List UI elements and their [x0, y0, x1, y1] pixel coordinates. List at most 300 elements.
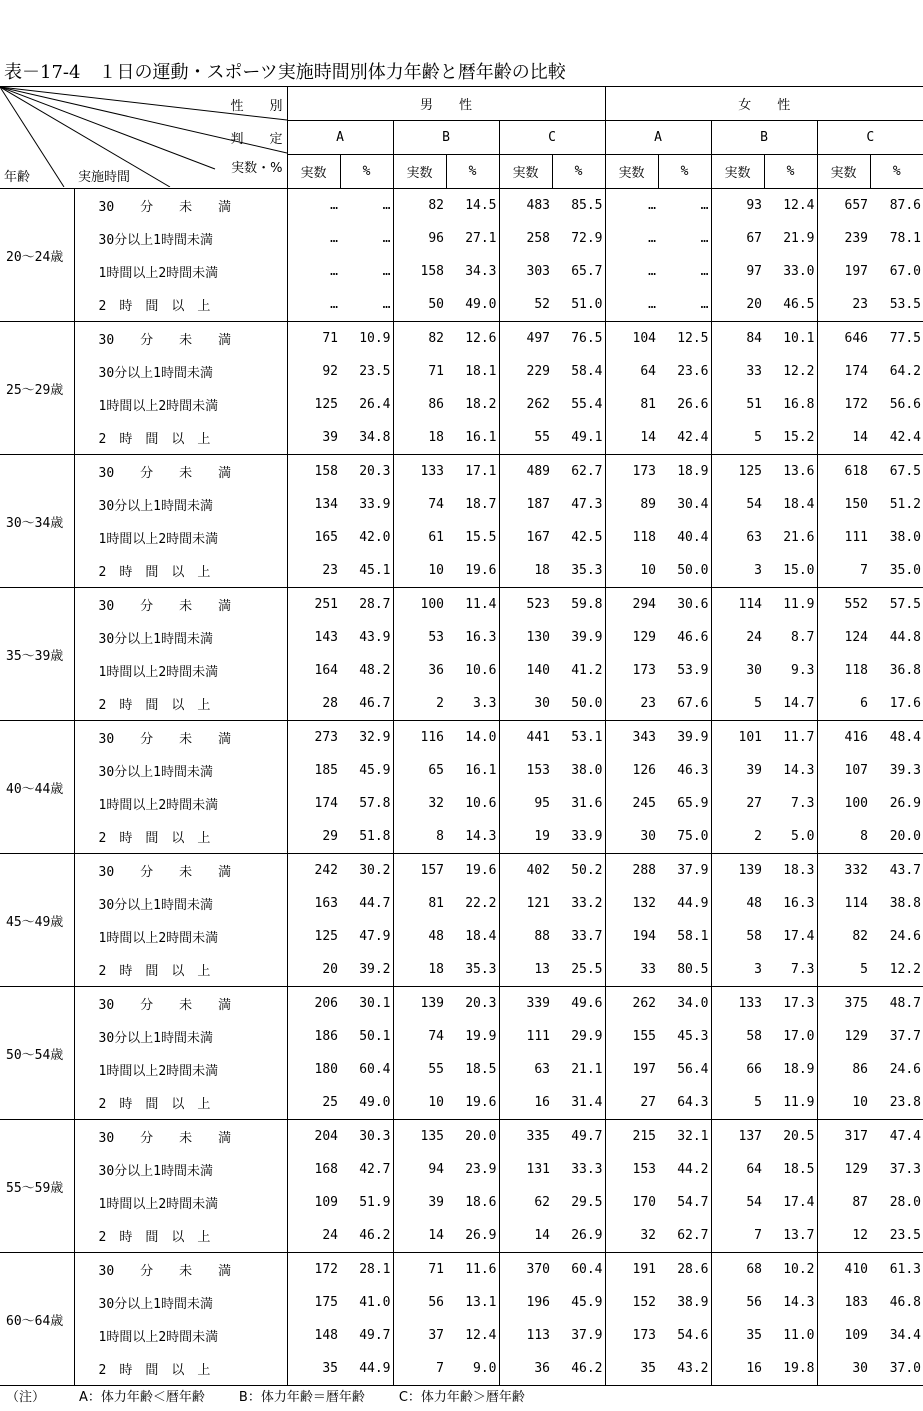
- cell-count: 402: [526, 863, 550, 878]
- cell-count: 86: [428, 397, 444, 412]
- cell-count: 251: [314, 597, 338, 612]
- cell-count: 273: [314, 730, 338, 745]
- cell-count: 174: [844, 364, 868, 379]
- cell-pct: 54.6: [658, 1319, 711, 1352]
- cell-count: 35: [746, 1328, 762, 1343]
- cell-pct: 56.4: [658, 1053, 711, 1086]
- cell-pct: 32.9: [340, 721, 393, 755]
- note-prefix: （注）: [6, 1390, 46, 1405]
- table-row: [0, 721, 923, 755]
- cell-pct: 26.6: [658, 388, 711, 421]
- cell-pct: 60.4: [340, 1053, 393, 1086]
- cell-count: 262: [632, 996, 656, 1011]
- cell-pct: 42.7: [340, 1153, 393, 1186]
- cell-pct: 18.9: [764, 1053, 817, 1086]
- cell-pct: 53.5: [870, 288, 923, 322]
- header-group-1: B: [393, 121, 499, 155]
- cell-pct: 62.7: [658, 1219, 711, 1253]
- cell-count: 483: [526, 198, 550, 213]
- cell-pct: 43.2: [658, 1352, 711, 1386]
- cell-pct: 30.4: [658, 488, 711, 521]
- time-label: 30分以上1時間未満: [74, 1020, 287, 1053]
- cell-pct: 30.6: [658, 588, 711, 622]
- cell-pct: 5.0: [764, 820, 817, 854]
- cell-pct: 31.6: [552, 787, 605, 820]
- cell-count: 8: [393, 820, 446, 854]
- header-pct: %: [340, 155, 393, 189]
- header-jissu-pct: 実数・%: [231, 161, 283, 176]
- cell-pct: 23.5: [870, 1219, 923, 1253]
- cell-count: 497: [526, 331, 550, 346]
- cell-count: 30: [746, 663, 762, 678]
- cell-pct: 17.4: [764, 920, 817, 953]
- cell-pct: 13.6: [764, 455, 817, 489]
- cell-count: 84: [746, 331, 762, 346]
- cell-count: 130: [526, 630, 550, 645]
- cell-count: …: [605, 288, 658, 322]
- table-title: 表－17-4 １日の運動・スポーツ実施時間別体力年齢と暦年齢の比較: [4, 62, 566, 83]
- cell-count: 375: [844, 996, 868, 1011]
- cell-pct: 50.0: [552, 687, 605, 721]
- cell-count: 191: [632, 1262, 656, 1277]
- cell-pct: 49.6: [552, 987, 605, 1021]
- cell-count: 157: [420, 863, 444, 878]
- cell-pct: 23.5: [340, 355, 393, 388]
- cell-count: 187: [526, 497, 550, 512]
- cell-pct: 3.3: [446, 687, 499, 721]
- cell-pct: 20.0: [870, 820, 923, 854]
- cell-pct: 24.6: [889, 929, 921, 944]
- cell-pct: 26.4: [340, 388, 393, 421]
- header-pct: %: [658, 155, 711, 189]
- cell-pct: 14.0: [446, 721, 499, 755]
- table-row: [0, 189, 923, 223]
- cell-pct: 64.3: [658, 1086, 711, 1120]
- header-count: 実数: [499, 155, 552, 189]
- cell-pct: 48.4: [889, 730, 921, 745]
- cell-pct: 34.4: [889, 1328, 921, 1343]
- cell-count: 133: [738, 996, 762, 1011]
- header-count: 実数: [605, 155, 658, 189]
- cell-count: 50: [393, 288, 446, 322]
- cell-count: 343: [632, 730, 656, 745]
- time-label: 2 時 間 以 上: [74, 820, 287, 854]
- time-label: 1時間以上2時間未満: [74, 1053, 287, 1086]
- cell-count: …: [330, 198, 338, 213]
- cell-count: 129: [844, 1162, 868, 1177]
- cell-pct: 28.7: [340, 588, 393, 622]
- cell-count: 114: [844, 896, 868, 911]
- age-group-label: 45～49歳: [0, 854, 74, 987]
- cell-pct: 36.8: [889, 663, 921, 678]
- cell-pct: 39.9: [658, 721, 711, 755]
- cell-pct: 50.0: [658, 554, 711, 588]
- cell-pct: 28.6: [658, 1253, 711, 1287]
- header-corner: [0, 87, 287, 189]
- time-label: 2 時 間 以 上: [74, 421, 287, 455]
- cell-count: 416: [844, 730, 868, 745]
- cell-pct: 12.6: [446, 322, 499, 356]
- cell-count: 132: [632, 896, 656, 911]
- cell-pct: 67.6: [658, 687, 711, 721]
- cell-pct: 17.0: [764, 1020, 817, 1053]
- cell-count: 173: [632, 663, 656, 678]
- cell-count: 183: [844, 1295, 868, 1310]
- cell-pct: 54.7: [658, 1186, 711, 1219]
- cell-pct: 12.4: [764, 189, 817, 223]
- cell-count: 523: [526, 597, 550, 612]
- cell-pct: 85.5: [552, 189, 605, 223]
- time-label: 30 分 未 満: [74, 455, 287, 489]
- header-pct: %: [446, 155, 499, 189]
- cell-pct: 72.9: [552, 222, 605, 255]
- cell-pct: 35.0: [870, 554, 923, 588]
- cell-count: 18: [499, 554, 552, 588]
- cell-count: 131: [526, 1162, 550, 1177]
- table-row: [0, 554, 923, 588]
- time-label: 2 時 間 以 上: [74, 1219, 287, 1253]
- time-label: 30分以上1時間未満: [74, 621, 287, 654]
- cell-count: 121: [526, 896, 550, 911]
- cell-count: 68: [746, 1262, 762, 1277]
- cell-pct: 45.1: [340, 554, 393, 588]
- time-label: 30分以上1時間未満: [74, 1286, 287, 1319]
- cell-pct: 30.1: [340, 987, 393, 1021]
- time-label: 1時間以上2時間未満: [74, 654, 287, 687]
- time-label: 1時間以上2時間未満: [74, 255, 287, 288]
- cell-count: 55: [428, 1062, 444, 1077]
- cell-pct: 48.2: [340, 654, 393, 687]
- cell-count: 14: [393, 1219, 446, 1253]
- cell-pct: 47.9: [340, 920, 393, 953]
- cell-pct: 58.1: [658, 920, 711, 953]
- cell-pct: 20.5: [764, 1120, 817, 1154]
- cell-pct: 49.7: [340, 1319, 393, 1352]
- footnote: [6, 1386, 559, 1405]
- cell-count: 113: [526, 1328, 550, 1343]
- cell-pct: 10.2: [764, 1253, 817, 1287]
- cell-count: 55: [499, 421, 552, 455]
- cell-pct: 18.5: [764, 1153, 817, 1186]
- cell-count: 8: [817, 820, 870, 854]
- cell-pct: 10.6: [446, 654, 499, 687]
- cell-count: 36: [428, 663, 444, 678]
- table-row: [0, 1286, 923, 1319]
- cell-pct: 28.1: [340, 1253, 393, 1287]
- cell-count: …: [287, 288, 340, 322]
- cell-count: 137: [738, 1129, 762, 1144]
- cell-count: 39: [428, 1195, 444, 1210]
- age-group-label: 60～64歳: [0, 1253, 74, 1386]
- cell-count: 109: [844, 1328, 868, 1343]
- cell-pct: 26.9: [889, 796, 921, 811]
- cell-count: …: [330, 264, 338, 279]
- table-row: [0, 1219, 923, 1253]
- cell-count: 646: [844, 331, 868, 346]
- cell-count: 10: [605, 554, 658, 588]
- cell-count: …: [330, 231, 338, 246]
- cell-pct: 55.4: [552, 388, 605, 421]
- cell-count: 245: [632, 796, 656, 811]
- cell-pct: 12.4: [446, 1319, 499, 1352]
- cell-pct: 17.4: [764, 1186, 817, 1219]
- cell-count: 71: [428, 1262, 444, 1277]
- cell-pct: 15.5: [446, 521, 499, 554]
- table-row: [0, 255, 923, 288]
- table-row: [0, 787, 923, 820]
- cell-count: 5: [817, 953, 870, 987]
- time-label: 2 時 間 以 上: [74, 687, 287, 721]
- table-row: [0, 1120, 923, 1154]
- cell-count: 197: [632, 1062, 656, 1077]
- cell-pct: 50.2: [552, 854, 605, 888]
- cell-pct: …: [340, 222, 393, 255]
- cell-pct: 18.2: [446, 388, 499, 421]
- cell-pct: 42.4: [870, 421, 923, 455]
- cell-pct: 30.3: [340, 1120, 393, 1154]
- cell-count: 51: [746, 397, 762, 412]
- cell-pct: 18.4: [446, 920, 499, 953]
- cell-count: 30: [605, 820, 658, 854]
- cell-pct: 53.1: [552, 721, 605, 755]
- table-row: [0, 987, 923, 1021]
- cell-pct: 24.6: [889, 1062, 921, 1077]
- header-group-4: B: [711, 121, 817, 155]
- cell-count: 7: [711, 1219, 764, 1253]
- cell-count: 155: [632, 1029, 656, 1044]
- cell-count: 37: [428, 1328, 444, 1343]
- cell-count: 7: [817, 554, 870, 588]
- cell-pct: 57.5: [889, 597, 921, 612]
- cell-pct: 59.8: [552, 588, 605, 622]
- cell-pct: 18.4: [764, 488, 817, 521]
- table-row: [0, 654, 923, 687]
- cell-pct: …: [658, 222, 711, 255]
- cell-pct: 17.3: [764, 987, 817, 1021]
- cell-count: …: [648, 231, 656, 246]
- cell-pct: 12.2: [764, 355, 817, 388]
- cell-count: 89: [640, 497, 656, 512]
- cell-count: 33: [746, 364, 762, 379]
- note-a: A：体力年齢＜暦年齢: [79, 1390, 205, 1405]
- cell-count: 118: [632, 530, 656, 545]
- time-label: 30分以上1時間未満: [74, 887, 287, 920]
- cell-count: 93: [746, 198, 762, 213]
- cell-count: 64: [746, 1162, 762, 1177]
- cell-count: 71: [322, 331, 338, 346]
- cell-count: 7: [393, 1352, 446, 1386]
- table-row: [0, 322, 923, 356]
- cell-count: 86: [852, 1062, 868, 1077]
- header-pct: %: [764, 155, 817, 189]
- cell-count: 48: [428, 929, 444, 944]
- cell-count: 23: [605, 687, 658, 721]
- cell-pct: 9.0: [446, 1352, 499, 1386]
- time-label: 30 分 未 満: [74, 1253, 287, 1287]
- cell-pct: 29.9: [552, 1020, 605, 1053]
- cell-pct: 35.3: [446, 953, 499, 987]
- cell-pct: 16.8: [764, 388, 817, 421]
- cell-count: 92: [322, 364, 338, 379]
- cell-pct: 19.6: [446, 854, 499, 888]
- cell-pct: 45.9: [340, 754, 393, 787]
- cell-pct: 16.1: [446, 754, 499, 787]
- cell-count: 82: [852, 929, 868, 944]
- cell-count: 2: [393, 687, 446, 721]
- cell-pct: 19.6: [446, 1086, 499, 1120]
- cell-pct: 20.3: [340, 455, 393, 489]
- cell-count: 29: [287, 820, 340, 854]
- cell-pct: 57.8: [340, 787, 393, 820]
- cell-pct: 31.4: [552, 1086, 605, 1120]
- time-label: 1時間以上2時間未満: [74, 521, 287, 554]
- cell-pct: 37.9: [552, 1319, 605, 1352]
- cell-count: 24: [746, 630, 762, 645]
- note-b: B：体力年齢＝暦年齢: [238, 1390, 365, 1405]
- cell-count: 56: [746, 1295, 762, 1310]
- cell-pct: 34.3: [446, 255, 499, 288]
- cell-count: 152: [632, 1295, 656, 1310]
- cell-pct: 17.6: [870, 687, 923, 721]
- time-label: 30 分 未 満: [74, 189, 287, 223]
- cell-pct: 16.1: [446, 421, 499, 455]
- header-pct: %: [552, 155, 605, 189]
- cell-count: 239: [844, 231, 868, 246]
- cell-pct: 33.2: [552, 887, 605, 920]
- cell-pct: 15.0: [764, 554, 817, 588]
- cell-count: 104: [632, 331, 656, 346]
- cell-pct: 33.7: [552, 920, 605, 953]
- cell-count: 124: [844, 630, 868, 645]
- table-row: [0, 421, 923, 455]
- cell-pct: 37.7: [889, 1029, 921, 1044]
- cell-pct: 26.9: [446, 1219, 499, 1253]
- cell-count: 174: [314, 796, 338, 811]
- cell-pct: 19.8: [764, 1352, 817, 1386]
- table-row: [0, 388, 923, 421]
- cell-count: 28: [287, 687, 340, 721]
- cell-count: 370: [526, 1262, 550, 1277]
- cell-pct: 67.5: [889, 464, 921, 479]
- cell-pct: 14.3: [764, 1286, 817, 1319]
- cell-pct: 11.7: [764, 721, 817, 755]
- table-row: [0, 1253, 923, 1287]
- time-label: 2 時 間 以 上: [74, 953, 287, 987]
- cell-count: 66: [746, 1062, 762, 1077]
- table-row: [0, 521, 923, 554]
- cell-count: 3: [711, 554, 764, 588]
- cell-count: 3: [711, 953, 764, 987]
- table-row: [0, 953, 923, 987]
- cell-pct: 78.1: [889, 231, 921, 246]
- cell-count: 288: [632, 863, 656, 878]
- cell-count: 18: [393, 953, 446, 987]
- header-male: 男 性: [287, 87, 605, 121]
- cell-count: 139: [738, 863, 762, 878]
- cell-count: 125: [314, 397, 338, 412]
- cell-pct: 53.9: [658, 654, 711, 687]
- cell-pct: 37.9: [658, 854, 711, 888]
- cell-count: 111: [844, 530, 868, 545]
- cell-pct: 76.5: [552, 322, 605, 356]
- cell-count: 74: [428, 497, 444, 512]
- cell-pct: 7.3: [764, 787, 817, 820]
- cell-count: 262: [526, 397, 550, 412]
- cell-count: 30: [499, 687, 552, 721]
- cell-count: 118: [844, 663, 868, 678]
- cell-pct: 13.7: [764, 1219, 817, 1253]
- cell-count: 204: [314, 1129, 338, 1144]
- cell-pct: 23.9: [446, 1153, 499, 1186]
- cell-count: 153: [632, 1162, 656, 1177]
- cell-pct: 50.1: [340, 1020, 393, 1053]
- cell-count: 96: [428, 231, 444, 246]
- cell-pct: 33.9: [552, 820, 605, 854]
- header-group-2: C: [499, 121, 605, 155]
- cell-pct: 65.9: [658, 787, 711, 820]
- cell-pct: 40.4: [658, 521, 711, 554]
- cell-pct: 87.6: [889, 198, 921, 213]
- table-row: [0, 687, 923, 721]
- cell-count: 126: [632, 763, 656, 778]
- time-label: 30 分 未 満: [74, 987, 287, 1021]
- cell-count: 294: [632, 597, 656, 612]
- cell-pct: 42.4: [658, 421, 711, 455]
- cell-count: 87: [852, 1195, 868, 1210]
- cell-pct: 62.7: [552, 455, 605, 489]
- cell-pct: 13.1: [446, 1286, 499, 1319]
- cell-count: 10: [817, 1086, 870, 1120]
- cell-pct: 16.3: [446, 621, 499, 654]
- cell-count: 32: [428, 796, 444, 811]
- age-group-label: 40～44歳: [0, 721, 74, 854]
- cell-pct: 21.9: [764, 222, 817, 255]
- cell-count: 20: [711, 288, 764, 322]
- time-label: 30分以上1時間未満: [74, 222, 287, 255]
- cell-count: 82: [428, 198, 444, 213]
- cell-pct: 47.3: [552, 488, 605, 521]
- cell-count: 2: [711, 820, 764, 854]
- cell-count: 14: [499, 1219, 552, 1253]
- cell-pct: 65.7: [552, 255, 605, 288]
- age-group-label: 55～59歳: [0, 1120, 74, 1253]
- cell-count: 133: [420, 464, 444, 479]
- table-row: [0, 1186, 923, 1219]
- header-count: 実数: [817, 155, 870, 189]
- cell-count: 65: [428, 763, 444, 778]
- cell-count: 63: [534, 1062, 550, 1077]
- cell-count: 5: [711, 1086, 764, 1120]
- cell-count: 489: [526, 464, 550, 479]
- cell-count: 25: [287, 1086, 340, 1120]
- cell-count: 618: [844, 464, 868, 479]
- cell-count: 12: [817, 1219, 870, 1253]
- cell-pct: 29.5: [552, 1186, 605, 1219]
- cell-pct: 18.7: [446, 488, 499, 521]
- cell-count: 27: [605, 1086, 658, 1120]
- cell-count: 229: [526, 364, 550, 379]
- cell-pct: 35.3: [552, 554, 605, 588]
- header-seibetsu: 性 別: [230, 99, 283, 114]
- cell-pct: 27.1: [446, 222, 499, 255]
- cell-pct: 23.6: [658, 355, 711, 388]
- cell-pct: 18.9: [658, 455, 711, 489]
- cell-count: 185: [314, 763, 338, 778]
- cell-count: 148: [314, 1328, 338, 1343]
- time-label: 30分以上1時間未満: [74, 1153, 287, 1186]
- cell-count: 54: [746, 497, 762, 512]
- cell-pct: 77.5: [889, 331, 921, 346]
